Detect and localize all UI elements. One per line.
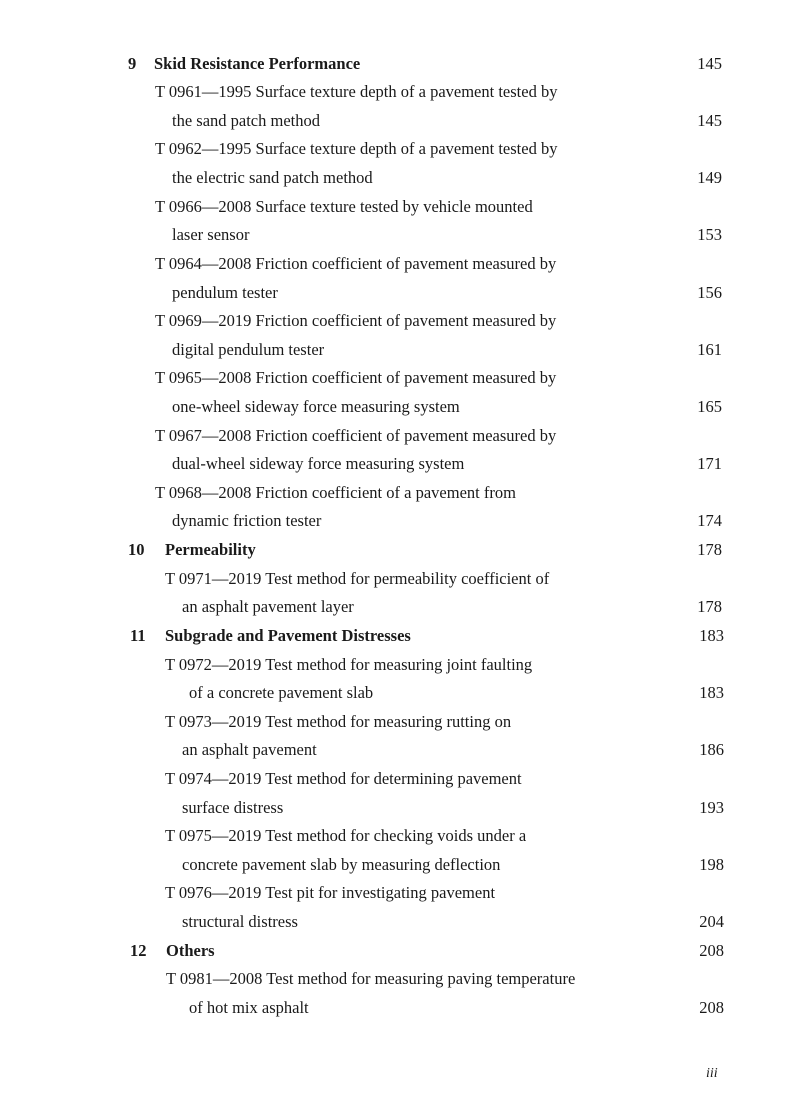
entry-line-2: one-wheel sideway force measuring system bbox=[172, 397, 460, 416]
page-number: 204 bbox=[699, 912, 724, 931]
page-number: 161 bbox=[697, 340, 722, 359]
entry-line-1: T 0972—2019 Test method for measuring joint faulting bbox=[165, 655, 533, 674]
page-number: 198 bbox=[699, 855, 724, 874]
entry-line-2: the sand patch method bbox=[172, 111, 321, 130]
entry-line-2: an asphalt pavement layer bbox=[182, 597, 354, 616]
folio-page-number: iii bbox=[706, 1066, 718, 1081]
entry-line-2: surface distress bbox=[182, 798, 284, 817]
entry-line-1: T 0964—2008 Friction coefficient of pavement measured by bbox=[155, 254, 557, 273]
chapter-number: 12 bbox=[130, 941, 147, 960]
page-number: 183 bbox=[699, 626, 724, 645]
entry-line-2: of hot mix asphalt bbox=[189, 998, 309, 1017]
entry-line-1: T 0976—2019 Test pit for investigating pavement bbox=[165, 883, 496, 902]
entry-line-1: T 0973—2019 Test method for measuring rutting on bbox=[165, 712, 512, 731]
chapter-title: Skid Resistance Performance bbox=[154, 54, 361, 73]
chapter-title: Others bbox=[166, 941, 215, 960]
page-number: 174 bbox=[697, 511, 722, 530]
entry-line-1: T 0962—1995 Surface texture depth of a pavement tested by bbox=[155, 139, 558, 158]
page-number: 145 bbox=[697, 111, 722, 130]
chapter-title: Subgrade and Pavement Distresses bbox=[165, 626, 411, 645]
entry-line-1: T 0981—2008 Test method for measuring paving temperature bbox=[166, 969, 576, 988]
page-number: 193 bbox=[699, 798, 724, 817]
page-number: 145 bbox=[697, 54, 722, 73]
entry-line-1: T 0975—2019 Test method for checking voids under a bbox=[165, 826, 527, 845]
chapter-number: 9 bbox=[128, 54, 137, 73]
entry-line-1: T 0974—2019 Test method for determining pavement bbox=[165, 769, 522, 788]
page-number: 171 bbox=[697, 454, 722, 473]
entry-line-2: an asphalt pavement bbox=[182, 740, 317, 759]
entry-line-2: of a concrete pavement slab bbox=[189, 683, 374, 702]
page-number: 183 bbox=[699, 683, 724, 702]
chapter-number: 10 bbox=[128, 540, 145, 559]
page-number: 165 bbox=[697, 397, 722, 416]
entry-line-1: T 0967—2008 Friction coefficient of pavement measured by bbox=[155, 426, 557, 445]
entry-line-2: digital pendulum tester bbox=[172, 340, 325, 359]
page-number: 156 bbox=[697, 283, 722, 302]
page-number: 149 bbox=[697, 168, 722, 187]
entry-line-2: pendulum tester bbox=[172, 283, 278, 302]
entry-line-2: dual-wheel sideway force measuring system bbox=[172, 454, 465, 473]
entry-line-1: T 0971—2019 Test method for permeability coefficient of bbox=[165, 569, 550, 588]
entry-line-1: T 0966—2008 Surface texture tested by vehicle mounted bbox=[155, 197, 533, 216]
entry-line-2: dynamic friction tester bbox=[172, 511, 322, 530]
page-number: 153 bbox=[697, 225, 722, 244]
page-number: 186 bbox=[699, 740, 724, 759]
chapter-title: Permeability bbox=[165, 540, 256, 559]
entry-line-2: laser sensor bbox=[172, 225, 250, 244]
entry-line-1: T 0969—2019 Friction coefficient of pavement measured by bbox=[155, 311, 557, 330]
page-number: 178 bbox=[697, 597, 722, 616]
entry-line-2: structural distress bbox=[182, 912, 298, 931]
entry-line-1: T 0965—2008 Friction coefficient of pavement measured by bbox=[155, 368, 557, 387]
chapter-number: 11 bbox=[130, 626, 146, 645]
page-number: 208 bbox=[699, 998, 724, 1017]
page-number: 208 bbox=[699, 941, 724, 960]
entry-line-2: the electric sand patch method bbox=[172, 168, 373, 187]
page-number: 178 bbox=[697, 540, 722, 559]
entry-line-1: T 0961—1995 Surface texture depth of a pavement tested by bbox=[155, 82, 558, 101]
entry-line-2: concrete pavement slab by measuring deflection bbox=[182, 855, 501, 874]
entry-line-1: T 0968—2008 Friction coefficient of a pavement from bbox=[155, 483, 516, 502]
